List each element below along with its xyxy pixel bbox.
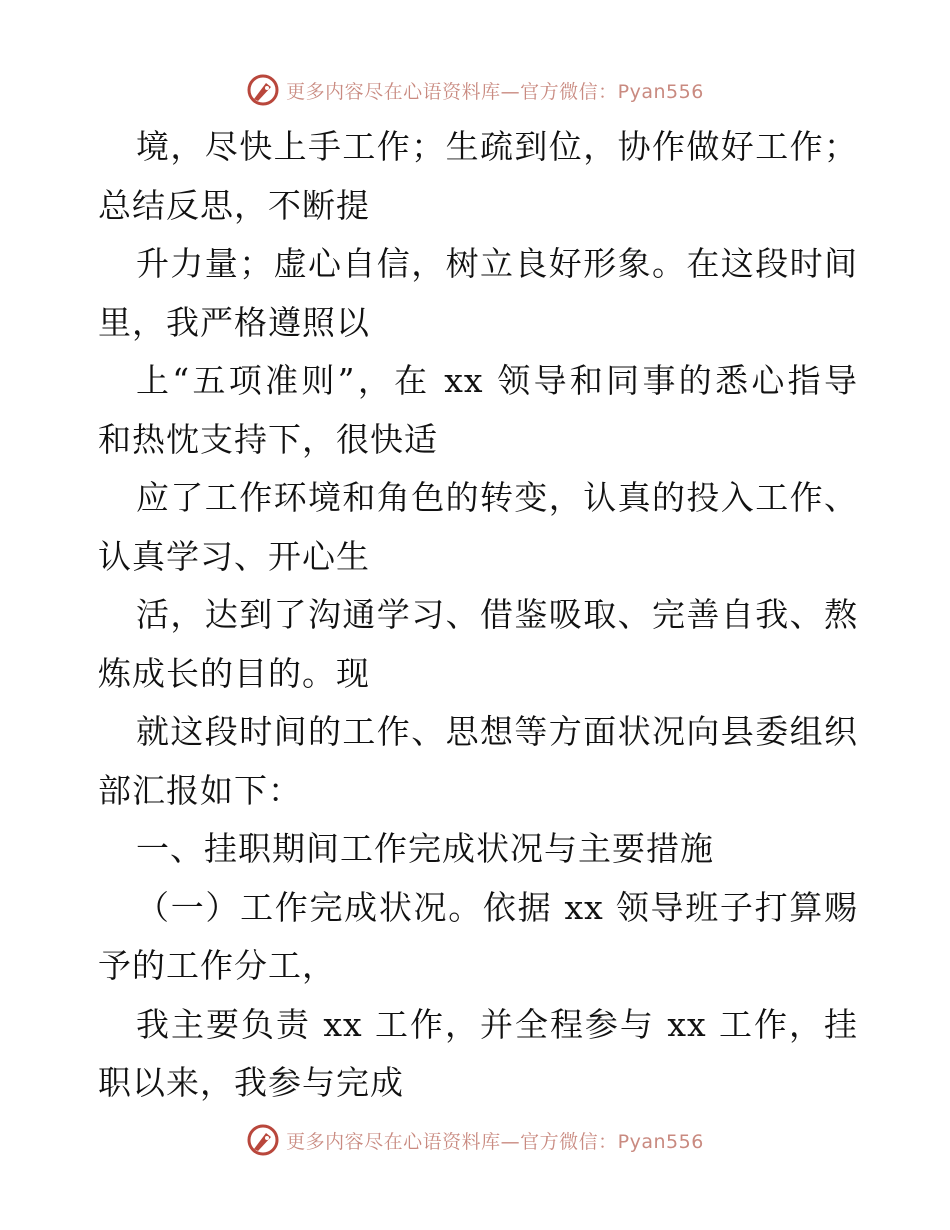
text-line: 就这段时间的工作、思想等方面状况向县委组织 [136,712,858,751]
text-line: 和热忱支持下，很快适 [98,419,438,459]
text-line: 部汇报如下： [98,770,302,810]
text-line: 升力量；虚心自信，树立良好形象。在这段时间 [136,244,858,283]
text-line: 认真学习、开心生 [98,536,370,576]
watermark-text: 更多内容尽在心语资料库—官方微信：Pyan556 [286,1130,704,1153]
footer-watermark [0,1120,950,1160]
text-line: 予的工作分工， [98,946,336,985]
text-line: 上“五项准则”，在 xx 领导和同事的悉心指导 [136,361,858,400]
text-line: 里，我严格遵照以 [98,302,370,342]
text-line: 总结反思，不断提 [98,185,370,225]
section-heading: 一、挂职期间工作完成状况与主要措施 [136,829,714,868]
body-text [98,118,858,1113]
text-line: 活，达到了沟通学习、借鉴吸取、完善自我、熬 [136,595,858,634]
header-watermark [0,70,950,110]
text-line: 境，尽快上手工作；生疏到位，协作做好工作； [136,127,858,166]
pen-nib-circle-icon [246,73,280,107]
watermark-text: 更多内容尽在心语资料库—官方微信：Pyan556 [286,80,704,103]
text-line: 职以来，我参与完成 [98,1063,404,1102]
text-line: 我主要负责 xx 工作，并全程参与 xx 工作，挂 [136,1004,858,1044]
text-line: （一）工作完成状况。依据 xx 领导班子打算赐 [136,887,858,927]
text-line: 应了工作环境和角色的转变，认真的投入工作、 [136,478,858,517]
text-line: 炼成长的目的。现 [98,653,370,693]
pen-nib-circle-icon [246,1123,280,1157]
